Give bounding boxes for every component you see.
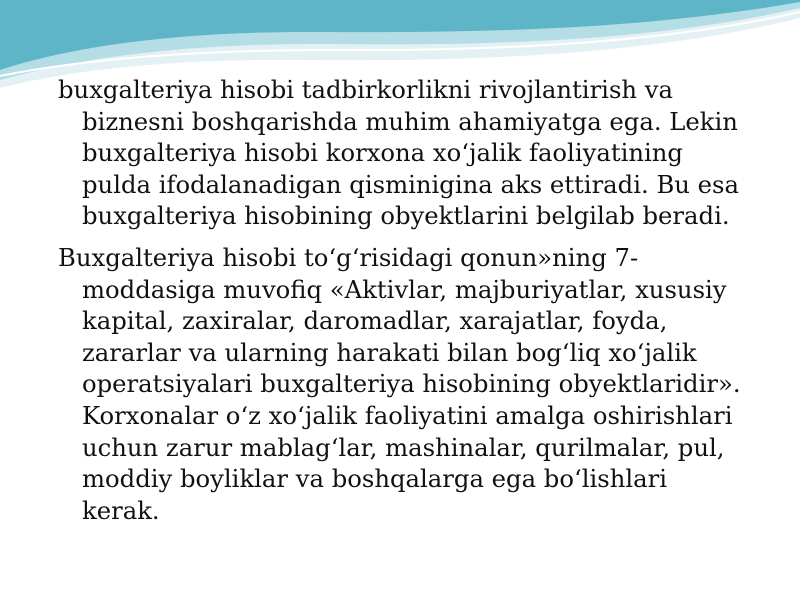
- body-paragraph: Buxgalteriya hisobi toʻgʻrisidagi qonun»ning 7-moddasiga muvofiq «Aktivlar, majburiyatlar, xususiy kapital, zaxiralar, daromadlar, xarajatlar, foyda, zararlar va ularning harakati bilan bogʻliq xoʻjalik operatsiyalari buxgalteriya hisobining obyektlaridir». Korxonalar oʻz xoʻjalik faoliyatini amalga oshirishlari uchun zarur mablagʻlar, mashinalar, qurilmalar, pul, moddiy boyliklar va boshqalarga ega boʻlishlari kerak.: [58, 242, 741, 525]
- body-paragraph: buxgalteriya hisobi tadbirkorlikni rivojlantirish va biznesni boshqarishda muhim ahamiyatga ega. Lekin buxgalteriya hisobi korxona xoʻjalik faoliyatining pulda ifodalanadigan qisminigina aks ettiradi. Bu esa buxgalteriya hisobining obyektlarini belgilab beradi.: [58, 75, 740, 231]
- slide-body: [58, 74, 748, 536]
